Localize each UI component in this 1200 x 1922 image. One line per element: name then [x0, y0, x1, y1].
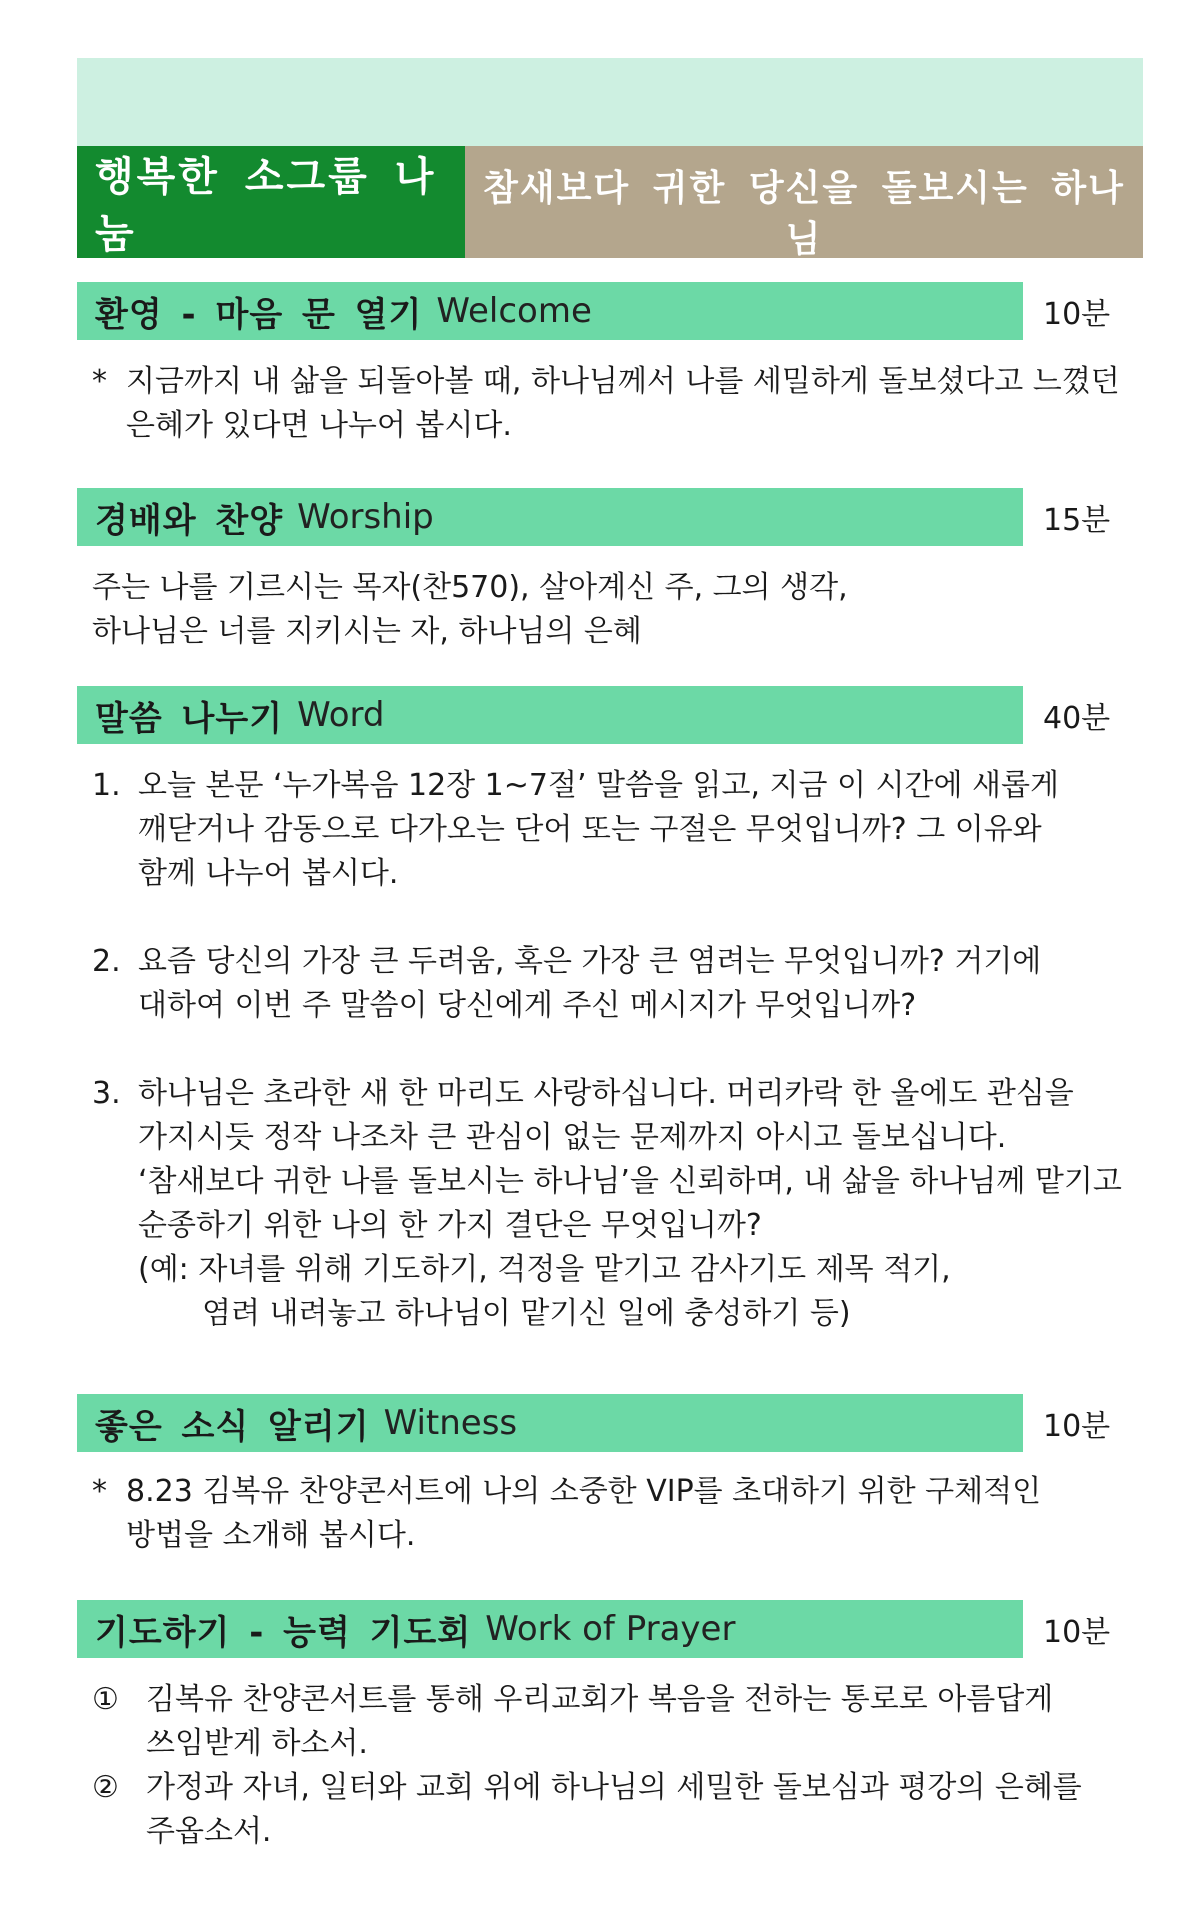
text-line: 오늘 본문 ‘누가복음 12장 1~7절’ 말씀을 읽고, 지금 이 시간에 새롭게: [138, 768, 1059, 803]
item-number: ②: [92, 1770, 119, 1805]
program-title: [77, 146, 465, 258]
section-header-witness: [77, 1394, 1023, 1452]
section-title-ko: 경배와 찬양: [95, 500, 284, 541]
section-title-ko: 기도하기 - 능력 기도회: [95, 1612, 472, 1653]
sermon-title: 참새보다 귀한 당신을 돌보시는 하나님: [483, 168, 1125, 260]
text-line: 순종하기 위한 나의 한 가지 결단은 무엇입니까?: [138, 1208, 762, 1243]
text-line: 염려 내려놓고 하나님이 맡기신 일에 충성하기 등): [202, 1296, 851, 1331]
header-top-band: [77, 58, 1143, 146]
welcome-question: [92, 360, 1132, 448]
section-header-worship: [77, 488, 1023, 546]
sermon-title-box: [465, 146, 1143, 258]
section-title-en: Welcome: [436, 291, 592, 331]
section-title-en: Worship: [297, 497, 434, 537]
item-number: 1.: [92, 768, 121, 803]
section-title-en: Work of Prayer: [485, 1609, 736, 1649]
text-line: 주는 나를 기르시는 목자(찬570), 살아계신 주, 그의 생각,: [92, 570, 848, 605]
text-line: ‘참새보다 귀한 나를 돌보시는 하나님’을 신뢰하며, 내 삶을 하나님께 맡기고: [138, 1164, 1122, 1199]
section-time-word: 40분: [1043, 701, 1111, 736]
text-line: 주옵소서.: [146, 1814, 272, 1849]
section-title-en: Word: [297, 695, 385, 735]
section-header-word: [77, 686, 1023, 744]
word-question-3: [92, 1072, 1132, 1336]
item-number: 3.: [92, 1076, 121, 1111]
section-header-prayer: [77, 1600, 1023, 1658]
worship-songs: [92, 566, 1127, 654]
text-line: 김복유 찬양콘서트를 통해 우리교회가 복음을 전하는 통로로 아름답게: [146, 1682, 1054, 1717]
program-title-text: 행복한 소그룹 나눔: [95, 154, 437, 257]
text-line: 깨닫거나 감동으로 다가오는 단어 또는 구절은 무엇입니까? 그 이유와: [138, 812, 1042, 847]
item-number: ①: [92, 1682, 119, 1717]
text-line: 방법을 소개해 봅시다.: [126, 1518, 416, 1553]
item-number: 2.: [92, 944, 121, 979]
text-line: 쓰임받게 하소서.: [146, 1726, 368, 1761]
text-line: 하나님은 초라한 새 한 마리도 사랑하십니다. 머리카락 한 올에도 관심을: [138, 1076, 1074, 1111]
section-header-welcome: [77, 282, 1023, 340]
witness-question: [92, 1470, 1132, 1558]
prayer-item-1: [92, 1678, 1132, 1766]
text-line: 대하여 이번 주 말씀이 당신에게 주신 메시지가 무엇입니까?: [138, 988, 917, 1023]
text-line: (예: 자녀를 위해 기도하기, 걱정을 맡기고 감사기도 제목 적기,: [138, 1252, 951, 1287]
text-line: 하나님은 너를 지키시는 자, 하나님의 은혜: [92, 614, 642, 649]
section-time-prayer: 10분: [1043, 1615, 1111, 1650]
text-line: 8.23 김복유 찬양콘서트에 나의 소중한 VIP를 초대하기 위한 구체적인: [126, 1474, 1042, 1509]
text-line: 함께 나누어 봅시다.: [138, 856, 399, 891]
text-line: 가지시듯 정작 나조차 큰 관심이 없는 문제까지 아시고 돌보십니다.: [138, 1120, 1007, 1155]
asterisk-bullet: *: [92, 364, 107, 399]
word-question-1: [92, 764, 1132, 896]
section-title-ko: 환영 - 마음 문 열기: [95, 294, 423, 335]
section-title-ko: 좋은 소식 알리기: [95, 1406, 370, 1447]
section-time-witness: 10분: [1043, 1409, 1111, 1444]
section-title-ko: 말씀 나누기: [95, 698, 284, 739]
text-line: 요즘 당신의 가장 큰 두려움, 혹은 가장 큰 염려는 무엇입니까? 거기에: [138, 944, 1042, 979]
text-line: 은혜가 있다면 나누어 봅시다.: [126, 408, 512, 443]
text-line: 가정과 자녀, 일터와 교회 위에 하나님의 세밀한 돌보심과 평강의 은혜를: [146, 1770, 1082, 1805]
section-time-worship: 15분: [1043, 503, 1111, 538]
section-title-en: Witness: [383, 1403, 518, 1443]
text-line: 지금까지 내 삶을 되돌아볼 때, 하나님께서 나를 세밀하게 돌보셨다고 느꼈던: [126, 364, 1120, 399]
prayer-item-2: [92, 1766, 1132, 1854]
section-time-welcome: 10분: [1043, 297, 1111, 332]
asterisk-bullet: *: [92, 1474, 107, 1509]
word-question-2: [92, 940, 1132, 1028]
